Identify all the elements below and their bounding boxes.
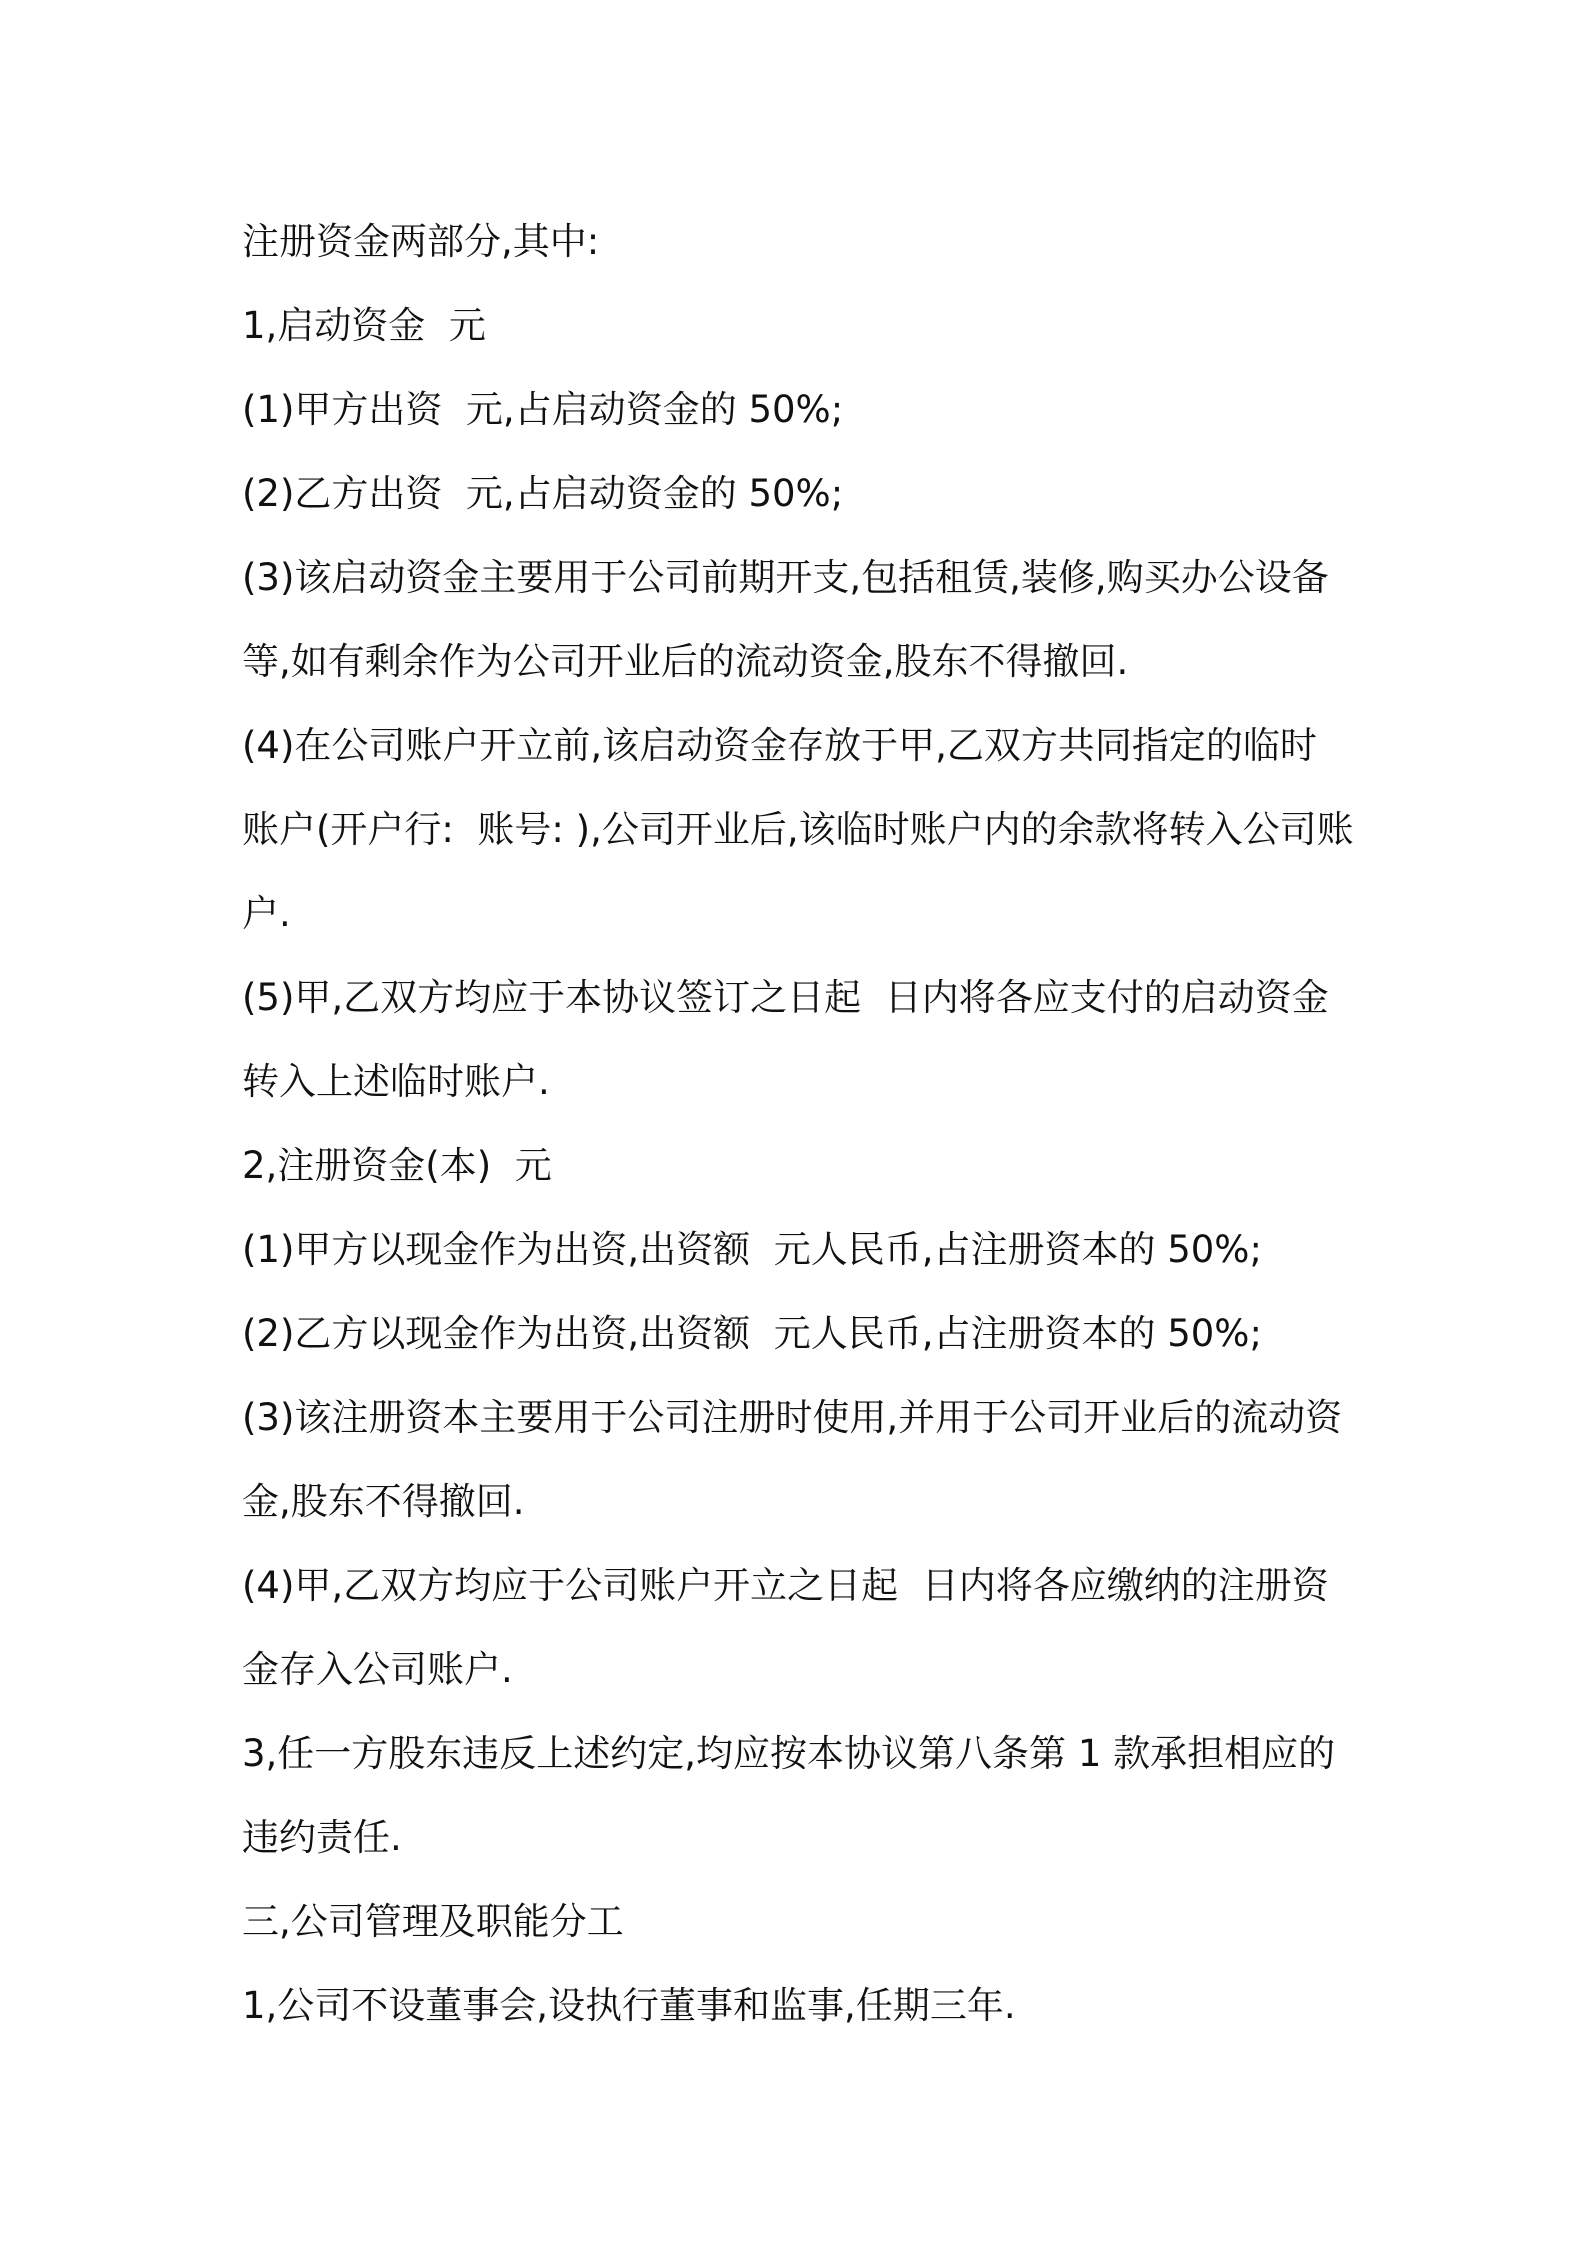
- document-body: [242, 200, 1362, 2048]
- text-line: (1)甲方出资 元,占启动资金的 50%;: [242, 388, 844, 431]
- text-line: 1,公司不设董事会,设执行董事和监事,任期三年.: [242, 1984, 1016, 2027]
- text-line: 金存入公司账户.: [242, 1648, 513, 1691]
- section-heading: 三,公司管理及职能分工: [242, 1900, 624, 1943]
- text-line: 1,启动资金 元: [242, 304, 486, 347]
- text-line: 注册资金两部分,其中:: [242, 220, 600, 263]
- text-line: (1)甲方以现金作为出资,出资额 元人民币,占注册资本的 50%;: [242, 1228, 1262, 1271]
- text-line: (4)在公司账户开立前,该启动资金存放于甲,乙双方共同指定的临时: [242, 724, 1317, 767]
- text-line: 金,股东不得撤回.: [242, 1480, 525, 1523]
- text-line: (2)乙方以现金作为出资,出资额 元人民币,占注册资本的 50%;: [242, 1312, 1262, 1355]
- text-line: 3,任一方股东违反上述约定,均应按本协议第八条第 1 款承担相应的: [242, 1732, 1336, 1775]
- text-line: (4)甲,乙双方均应于公司账户开立之日起 日内将各应缴纳的注册资: [242, 1564, 1329, 1607]
- text-line: 转入上述临时账户.: [242, 1060, 550, 1103]
- text-line: (2)乙方出资 元,占启动资金的 50%;: [242, 472, 844, 515]
- text-line: 违约责任.: [242, 1816, 402, 1859]
- text-line: 2,注册资金(本) 元: [242, 1144, 552, 1187]
- text-line: 等,如有剩余作为公司开业后的流动资金,股东不得撤回.: [242, 640, 1129, 683]
- text-line: 账户(开户行: 账号: ),公司开业后,该临时账户内的余款将转入公司账: [242, 808, 1354, 851]
- text-line: (5)甲,乙双方均应于本协议签订之日起 日内将各应支付的启动资金: [242, 976, 1329, 1019]
- text-line: (3)该启动资金主要用于公司前期开支,包括租赁,装修,购买办公设备: [242, 556, 1329, 599]
- text-line: (3)该注册资本主要用于公司注册时使用,并用于公司开业后的流动资: [242, 1396, 1343, 1439]
- text-line: 户.: [242, 892, 291, 935]
